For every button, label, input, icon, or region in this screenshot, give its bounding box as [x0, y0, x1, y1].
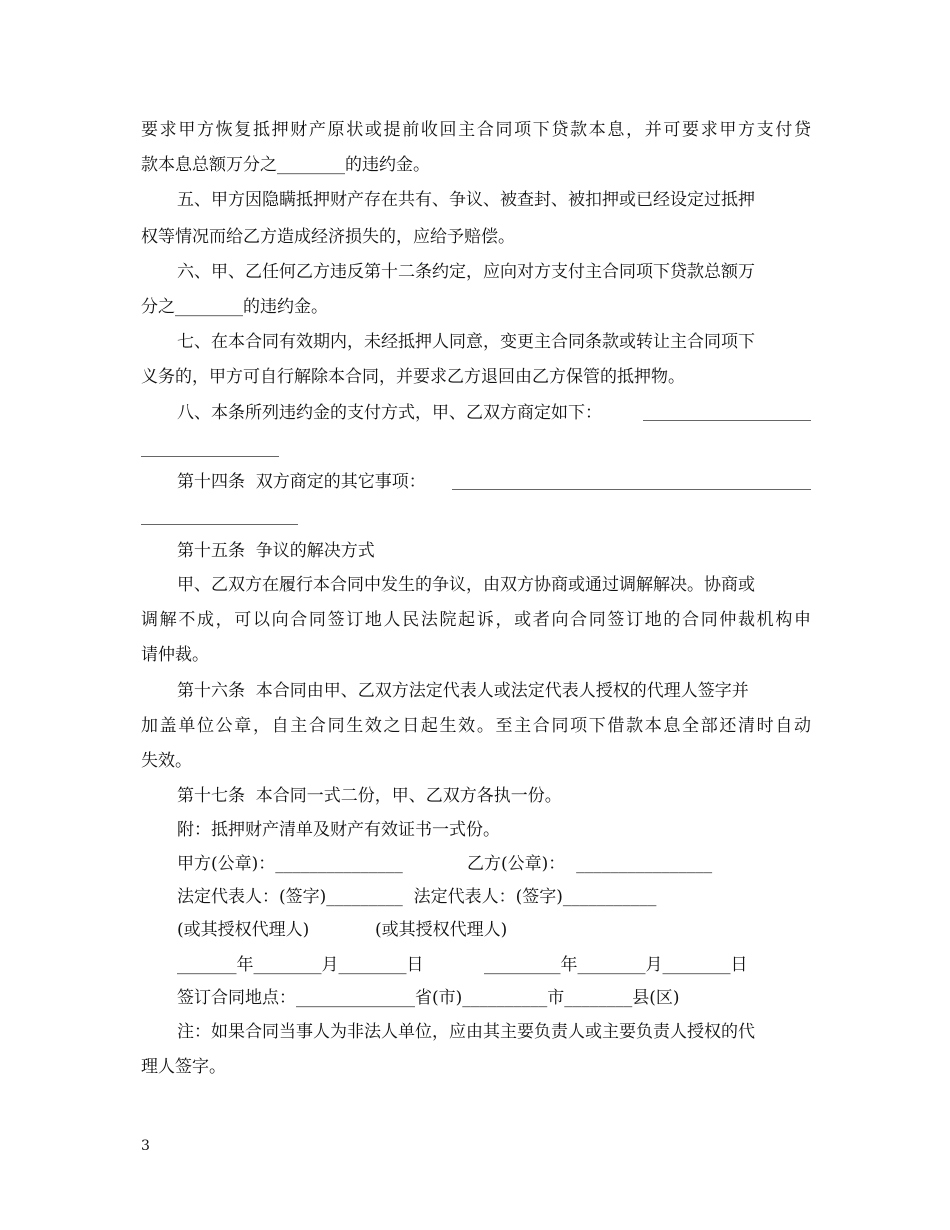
article-16-line: 第十六条 本合同由甲、乙双方法定代表人或法定代表人授权的代理人签字并 [177, 681, 749, 701]
signing-place-line: 签订合同地点：______________省(市)__________市________县(区) [177, 988, 680, 1008]
page-number: 3 [141, 1138, 150, 1154]
party-a-agent: (或其授权代理人) [177, 920, 310, 940]
paragraph-line: 七、在本合同有效期内，未经抵押人同意，变更主合同条款或转让主合同项下 [177, 332, 755, 352]
paragraph-line: 五、甲方因隐瞒抵押财产存在共有、争议、被查封、被扣押或已经设定过抵押 [177, 190, 755, 210]
paragraph-line: 加盖单位公章，自主合同生效之日起生效。至主合同项下借款本息全部还清时自动 [141, 716, 811, 736]
article-14-heading: 第十四条 双方商定的其它事项： [177, 472, 426, 492]
party-b-seal: 乙方(公章)： ________________ [467, 854, 713, 874]
paragraph-line: 义务的，甲方可自行解除本合同，并要求乙方退回由乙方保管的抵押物。 [141, 367, 685, 387]
paragraph-line: 权等情况而给乙方造成经济损失的，应给予赔偿。 [141, 227, 515, 247]
paragraph-line: 甲、乙双方在履行本合同中发生的争议，由双方协商或通过调解解决。协商或 [177, 575, 755, 595]
fill-blank-rule [141, 524, 298, 525]
article-17-line: 第十七条 本合同一式二份，甲、乙双方各执一份。 [177, 786, 562, 806]
party-b-date: _________年________月________日 [484, 955, 748, 975]
paragraph-line: 调解不成，可以向合同签订地人民法院起诉，或者向合同签订地的合同仲裁机构申 [141, 610, 811, 630]
fill-blank-rule [643, 420, 811, 421]
party-a-seal: 甲方(公章)：_______________ [177, 854, 403, 874]
paragraph-line: 分之________的违约金。 [141, 297, 328, 317]
legal-rep-line: 法定代表人：(签字)_________ 法定代表人：(签字)___________ [177, 887, 657, 907]
clause-8-line: 八、本条所列违约金的支付方式，甲、乙双方商定如下： [177, 403, 602, 423]
party-b-agent: (或其授权代理人) [375, 920, 508, 940]
fill-blank-rule [452, 489, 811, 490]
paragraph-line: 款本息总额万分之________的违约金。 [141, 155, 430, 175]
paragraph-line: 六、甲、乙任何乙方违反第十二条约定，应向对方支付主合同项下贷款总额万 [177, 262, 755, 282]
note-line: 理人签字。 [141, 1057, 226, 1077]
article-15-heading: 第十五条 争议的解决方式 [177, 541, 375, 561]
paragraph-line: 失效。 [141, 751, 192, 771]
attachment-line: 附：抵押财产清单及财产有效证书一式份。 [177, 820, 500, 840]
paragraph-line: 要求甲方恢复抵押财产原状或提前收回主合同项下贷款本息，并可要求甲方支付贷 [141, 120, 811, 140]
note-line: 注：如果合同当事人为非法人单位，应由其主要负责人或主要负责人授权的代 [177, 1022, 755, 1042]
fill-blank-rule [141, 456, 279, 457]
party-a-date: _______年________月________日 [177, 955, 424, 975]
paragraph-line: 请仲裁。 [141, 645, 209, 665]
